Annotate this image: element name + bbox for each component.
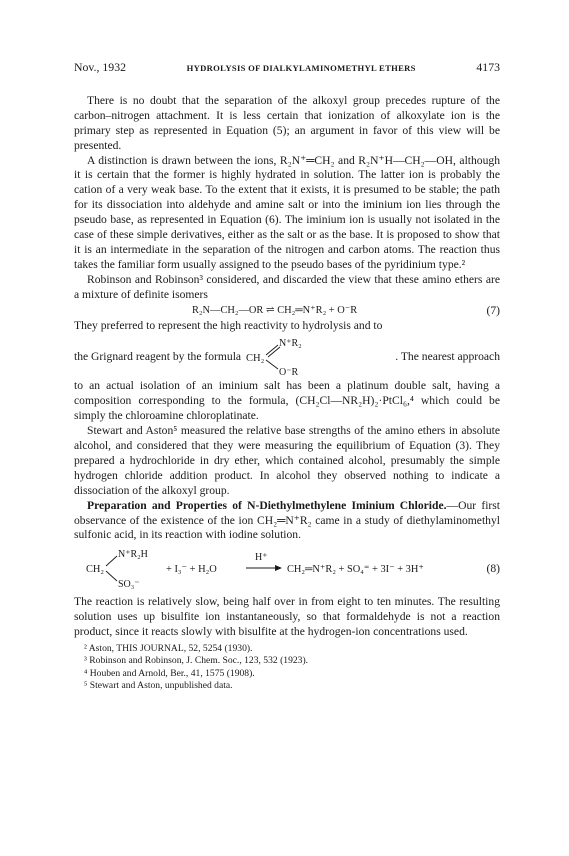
- footnote: ⁴ Houben and Arnold, Ber., 41, 1575 (1908).: [84, 667, 255, 679]
- equation-8-arrow-head: [275, 565, 282, 571]
- section-preparation: [74, 499, 500, 544]
- paragraph-robinson: Robinson and Robinson³ considered, and discarded the view that these amino ethers are a mixture of definite isomers: [74, 272, 500, 301]
- paragraph-platinum-salt: to an actual isolation of an iminium salt has been a platinum double salt, having a composition corresponding to the formula, (CH₂Cl—NR₂H)₂·PtCl₆,⁴ which could be simply the chloroamine chloroplatinate.: [74, 379, 500, 423]
- footnotes: [74, 643, 500, 692]
- section-text: —Our first observance of the existence of the ion CH₂═N⁺R₂ came in a study of diethylaminomethyl sulfonic acid, in its reaction with iodine solution.: [74, 498, 501, 542]
- equation-8-products: CH₂═N⁺R₂ + SO₄⁼ + 3I⁻ + 3H⁺: [287, 564, 424, 576]
- paragraph-alkoxyl-separation: There is no doubt that the separation of the alkoxyl group precedes rupture of the carbon–nitrogen attachment. It is less certain that ionization of alkoxylate ion is the primary step as represented in Equation (5); an argument in favor of this view will be presented.: [74, 93, 500, 152]
- equation-7-number: (7): [486, 303, 500, 317]
- paragraph-stewart-aston: Stewart and Aston⁵ measured the relative base strengths of the amino ethers in absolute alcohol, and considered that they were measuring the equilibrium of Equation (3). They prepared a hydrochloride in dry ether, which contained alcohol, presumably the simple hydrogen chloride addition product. In alcohol they observed nothing to indicate a dissociation of the alkoxyl group.: [74, 424, 500, 497]
- section-title: Preparation and Properties of N-Diethylmethylene Iminium Chloride.: [87, 498, 447, 512]
- grignard-structural-formula: [245, 335, 319, 379]
- journal-page: [74, 60, 500, 692]
- grignard-formula-line: [74, 335, 500, 379]
- grignard-lower-group: O⁻R: [279, 367, 299, 379]
- equation-8-lower-group: SO₃⁻: [118, 579, 140, 591]
- equation-8: [74, 545, 500, 593]
- equation-8-number: (8): [486, 561, 500, 575]
- footnote: ² Aston, THIS JOURNAL, 52, 5254 (1930).: [84, 643, 253, 655]
- footnote: ⁵ Stewart and Aston, unpublished data.: [84, 679, 233, 691]
- equation-8-upper-bond: [106, 556, 117, 566]
- header-date: Nov., 1932: [74, 60, 126, 74]
- equation-7-text: R₂N—CH₂—OR ⇌ CH₂═N⁺R₂ + O⁻R: [192, 304, 358, 316]
- equation-8-catalyst: H⁺: [255, 552, 268, 564]
- paragraph-reaction-rate: The reaction is relatively slow, being half over in from eight to ten minutes. The resulting solution uses up bisulfite ion instantaneously, so that formaldehyde is not a reaction product, since it reacts slowly with bisulfite at the hydrogen-ion concentrations used.: [74, 595, 500, 639]
- grignard-upper-group: N⁺R₂: [279, 338, 302, 350]
- grignard-carbon: CH₂: [246, 353, 265, 365]
- running-title: HYDROLYSIS OF DIALKYLAMINOMETHYL ETHERS: [186, 63, 416, 73]
- equation-8-upper-group: N⁺R₂H: [118, 549, 148, 561]
- equation-8-lower-bond: [106, 571, 117, 581]
- equation-8-carbon: CH₂: [86, 564, 105, 576]
- paragraph-ion-distinction: A distinction is drawn between the ions, R₂N⁺═CH₂ and R₂N⁺H—CH₂—OH, although it is certain that the former is highly hydrated in solution. The latter ion is probably the cation of a very weak base. To the extent that it exists, it is presumed to be stable; the path for its dissociation into aldehyde and amine salt or into the iminium ion lies through the pseudo base, as represented in Equation (6). The iminium ion is usually not isolated in the case of these simple derivatives, either as the salt or as the base. It is proposed to show that it is an intermediate in the separation of the nitrogen and carbon atoms. The reaction thus takes the familiar form usually assigned to the pseudo bases of the pyridinium type.²: [74, 153, 500, 271]
- page-number: 4173: [476, 60, 500, 74]
- equation-8-formula: [74, 545, 470, 593]
- grignard-formula-lead: the Grignard reagent by the formula: [74, 349, 242, 363]
- equation-7: [74, 304, 500, 319]
- grignard-formula-tail: . The nearest approach: [395, 349, 500, 363]
- footnote: ³ Robinson and Robinson, J. Chem. Soc., 123, 532 (1923).: [84, 655, 309, 667]
- grignard-lower-bond: [266, 360, 278, 369]
- page-header: [74, 60, 500, 76]
- paragraph-reactivity: They preferred to represent the high reactivity to hydrolysis and to: [74, 318, 383, 332]
- equation-8-reagents: + I₃⁻ + H₂O: [166, 564, 217, 576]
